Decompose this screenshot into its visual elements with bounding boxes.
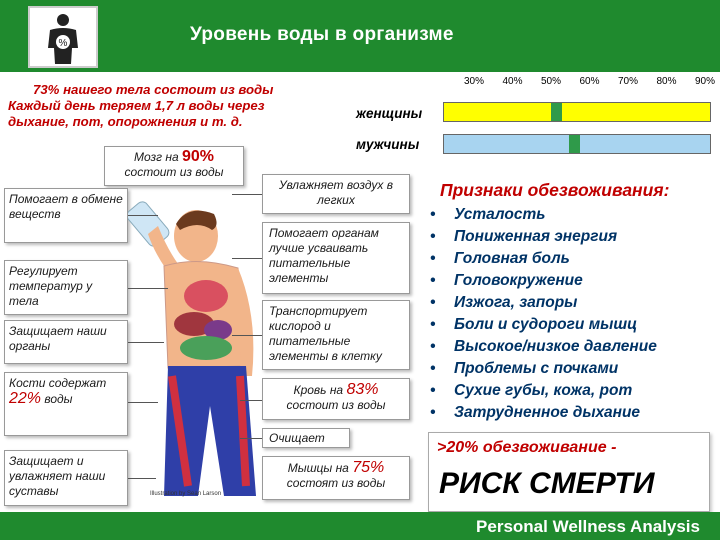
- bullet-icon: •: [430, 338, 436, 355]
- callout-lungs-text: Увлажняет воздух в легких: [279, 178, 393, 207]
- callout-muscles-value: 75%: [352, 459, 385, 476]
- callout-bones-value: 22%: [9, 390, 42, 407]
- tick-label: 40%: [502, 76, 523, 87]
- page-title: Уровень воды в организме: [190, 24, 454, 45]
- leader-line: [128, 215, 158, 216]
- leader-line: [232, 194, 262, 195]
- callout-blood-value: 83%: [346, 381, 379, 398]
- tick-label: 50%: [541, 76, 562, 87]
- footer-bar: [0, 512, 720, 540]
- callout-joints: [4, 450, 128, 506]
- man-drinking-illustration: [128, 196, 268, 502]
- leader-line: [232, 258, 262, 259]
- callout-lungs: [262, 174, 410, 214]
- svg-text:%: %: [58, 38, 68, 49]
- dehydration-sign-item: [430, 248, 657, 270]
- bullet-icon: •: [430, 360, 436, 377]
- bullet-icon: •: [430, 404, 436, 421]
- dehydration-sign-text: Головная боль: [454, 250, 570, 267]
- tick-label: 80%: [656, 76, 677, 87]
- callout-bones: [4, 372, 128, 436]
- illustration-credit: Illustration by Sean Larson: [150, 491, 222, 497]
- leader-line: [128, 288, 168, 289]
- tick-label: 60%: [579, 76, 600, 87]
- risk-box: [428, 432, 710, 512]
- dehydration-sign-text: Проблемы с почками: [454, 360, 619, 377]
- risk-main-text: РИСК СМЕРТИ: [439, 467, 655, 500]
- dehydration-sign-item: [430, 402, 657, 424]
- callout-cleans: [262, 428, 350, 448]
- callout-oxygen: [262, 300, 410, 370]
- footer-brand: Personal Wellness Analysis: [476, 517, 700, 536]
- callout-bones-text-b: воды: [41, 392, 73, 406]
- brain-suffix: состоит из воды: [124, 165, 224, 179]
- bullet-icon: •: [430, 316, 436, 333]
- callout-organs: [4, 320, 128, 364]
- callout-organs-text: Защищает наши органы: [9, 324, 107, 353]
- bullet-icon: •: [430, 294, 436, 311]
- callout-blood-suffix: состоит из воды: [286, 398, 386, 412]
- callout-temperature: [4, 260, 128, 315]
- leader-line: [232, 335, 262, 336]
- dehydration-sign-item: [430, 358, 657, 380]
- leader-line: [240, 438, 262, 439]
- dehydration-sign-text: Пониженная энергия: [454, 228, 618, 245]
- brain-prefix: Мозг на: [133, 150, 182, 164]
- dehydration-sign-text: Высокое/низкое давление: [454, 338, 657, 355]
- dehydration-sign-item: [430, 292, 657, 314]
- leader-line: [128, 402, 158, 403]
- dehydration-sign-text: Боли и судороги мышц: [454, 316, 638, 333]
- dehydration-sign-item: [430, 204, 657, 226]
- brain-value: 90%: [181, 148, 214, 165]
- callout-temperature-text: Регулирует температур у тела: [9, 264, 93, 308]
- callout-muscles: [262, 456, 410, 500]
- dehydration-sign-text: Сухие губы, кожа, рот: [454, 382, 633, 399]
- dehydration-sign-item: [430, 226, 657, 248]
- dehydration-signs-list: [430, 204, 657, 424]
- dehydration-sign-text: Изжога, запоры: [454, 294, 578, 311]
- callout-joints-text: Защищает и увлажняет наши суставы: [9, 454, 106, 498]
- bullet-icon: •: [430, 382, 436, 399]
- tick-label: 70%: [618, 76, 639, 87]
- women-water-bar: [443, 102, 711, 122]
- label-men: мужчины: [356, 137, 420, 152]
- intro-text: [8, 82, 273, 130]
- intro-percent: 73%: [33, 82, 60, 97]
- callout-nutrients-text: Помогает органам лучше усваивать питательные элементы: [269, 226, 379, 285]
- dehydration-sign-item: [430, 314, 657, 336]
- callout-oxygen-text: Транспортирует кислород и питательные элементы в клетку: [269, 304, 382, 363]
- men-water-bar: [443, 134, 711, 154]
- bullet-icon: •: [430, 228, 436, 245]
- callout-metabolism-text: Помогает в обмене веществ: [9, 192, 123, 221]
- leader-line: [240, 400, 262, 401]
- dehydration-sign-text: Усталость: [454, 206, 546, 223]
- callout-blood: [262, 378, 410, 420]
- leader-line: [128, 478, 156, 479]
- header-bar: [0, 0, 720, 72]
- bullet-icon: •: [430, 272, 436, 289]
- callout-metabolism: [4, 188, 128, 243]
- chart-ticks: [464, 76, 720, 88]
- dehydration-sign-item: [430, 270, 657, 292]
- callout-blood-prefix: Кровь на: [293, 383, 347, 397]
- dehydration-signs-title: Признаки обезвоживания:: [440, 180, 670, 200]
- bullet-icon: •: [430, 206, 436, 223]
- risk-percent-text: >20% обезвоживание -: [437, 439, 617, 456]
- women-water-range-marker: [551, 103, 562, 121]
- callout-nutrients: [262, 222, 410, 294]
- callout-muscles-suffix: состоят из воды: [286, 476, 386, 490]
- intro-line2: Каждый день теряем 1,7 л воды через: [8, 98, 265, 113]
- callout-muscles-prefix: Мышцы на: [287, 461, 353, 475]
- callout-bones-text: Кости содержат: [9, 376, 107, 390]
- tick-label: 30%: [464, 76, 485, 87]
- tick-label: 90%: [695, 76, 716, 87]
- dehydration-sign-item: [430, 380, 657, 402]
- leader-line: [128, 342, 164, 343]
- dehydration-sign-text: Головокружение: [454, 272, 583, 289]
- body-percent-logo-icon: [28, 6, 98, 68]
- label-women: женщины: [356, 106, 423, 121]
- brain-callout: [104, 146, 244, 186]
- intro-line3: дыхание, пот, опорожнения и т. д.: [8, 114, 243, 129]
- men-water-range-marker: [569, 135, 580, 153]
- bullet-icon: •: [430, 250, 436, 267]
- intro-line1: нашего тела состоит из воды: [59, 82, 274, 97]
- callout-cleans-text: Очищает: [269, 431, 325, 445]
- dehydration-sign-text: Затрудненное дыхание: [454, 404, 641, 421]
- dehydration-sign-item: [430, 336, 657, 358]
